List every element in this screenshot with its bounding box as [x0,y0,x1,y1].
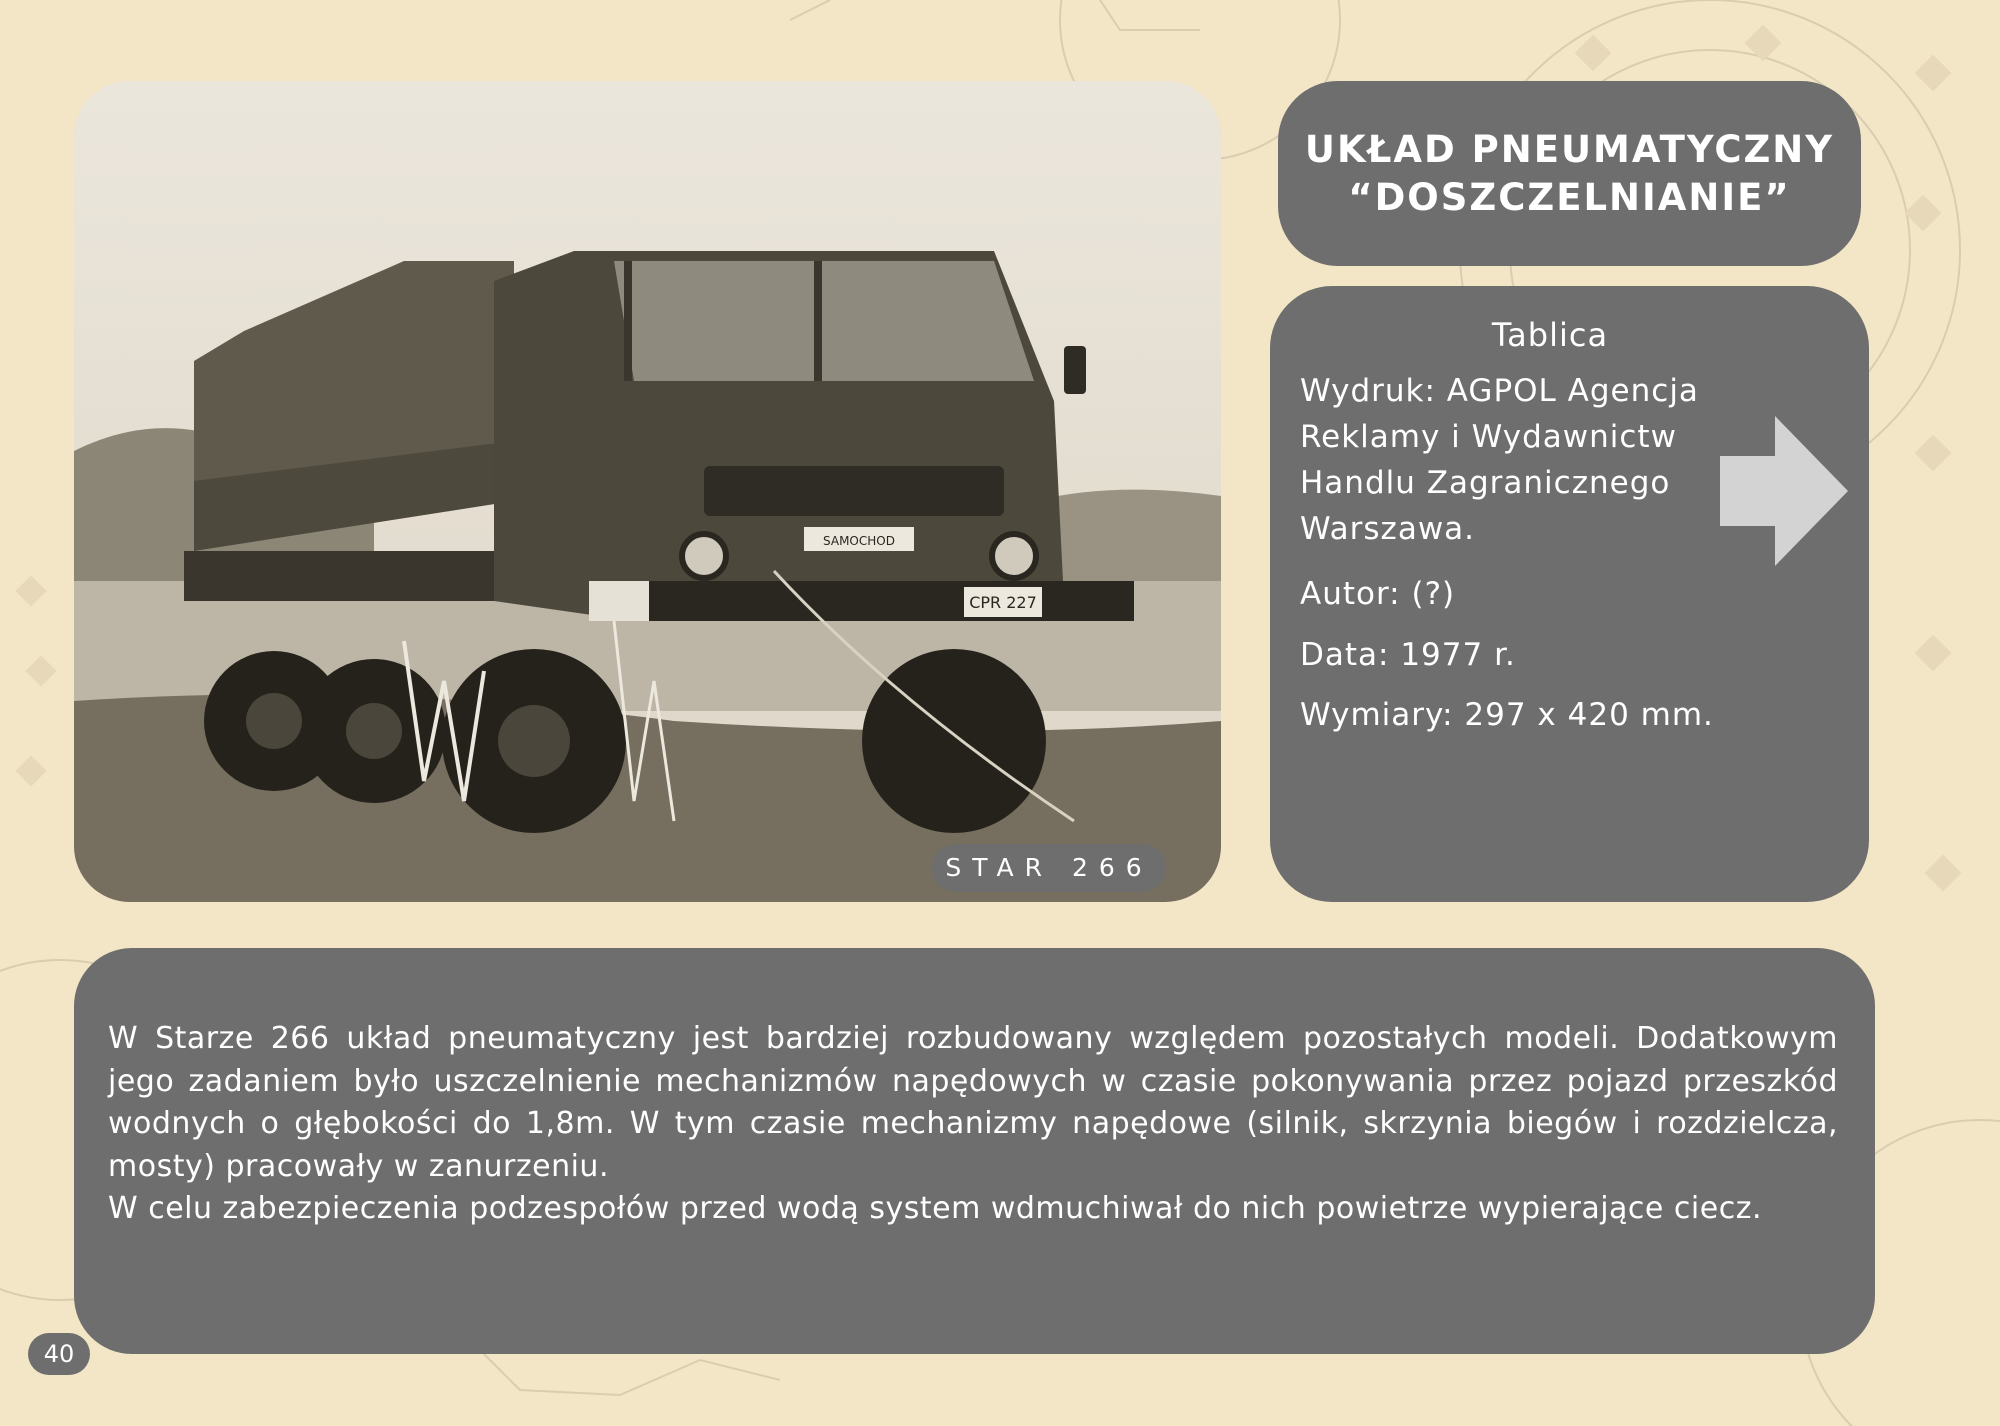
star-266-truck-illustration [74,81,1221,902]
description-paragraph-1: W Starze 266 układ pneumatyczny jest bardziej rozbudowany względem pozostałych modeli. Dodatkowym jego zadaniem było uszczelnienie mechanizmów napędowych w czasie pokonywania przez pojazd przeszkód wodnych o głębokości do 1,8m. W tym czasie mechanizmy napędowe (silnik, skrzynia biegów i rozdzielcza, mosty) pracowały w zanurzeniu. [108,1021,1838,1184]
info-dimensions: Wymiary: 297 x 420 mm. [1300,697,1714,733]
truck-photo [74,81,1221,902]
info-printer: Wydruk: AGPOL Agencja Reklamy i Wydawnictw Handlu Zagranicznego Warszawa. [1300,373,1699,547]
registration-plate-text: CPR 227 [969,593,1037,612]
info-heading: Tablica [1491,316,1609,354]
description-text [108,1018,1838,1231]
photo-caption: STAR 266 [932,844,1166,892]
info-date: Data: 1977 r. [1300,637,1516,673]
front-plate-text: SAMOCHOD [823,534,895,548]
description-card [74,948,1875,1354]
title-card [1278,81,1861,266]
info-card [1270,286,1869,902]
info-author: Autor: (?) [1300,576,1456,612]
title-line-1: UKŁAD PNEUMATYCZNY [1304,127,1835,171]
description-paragraph-2: W celu zabezpieczenia podzespołów przed wodą system wdmuchiwał do nich powietrze wypierające ciecz. [108,1191,1762,1226]
arrow-right-icon [1720,416,1848,566]
title-line-2: “DOSZCZELNIANIE” [1348,175,1791,219]
page-number: 40 [28,1333,90,1375]
